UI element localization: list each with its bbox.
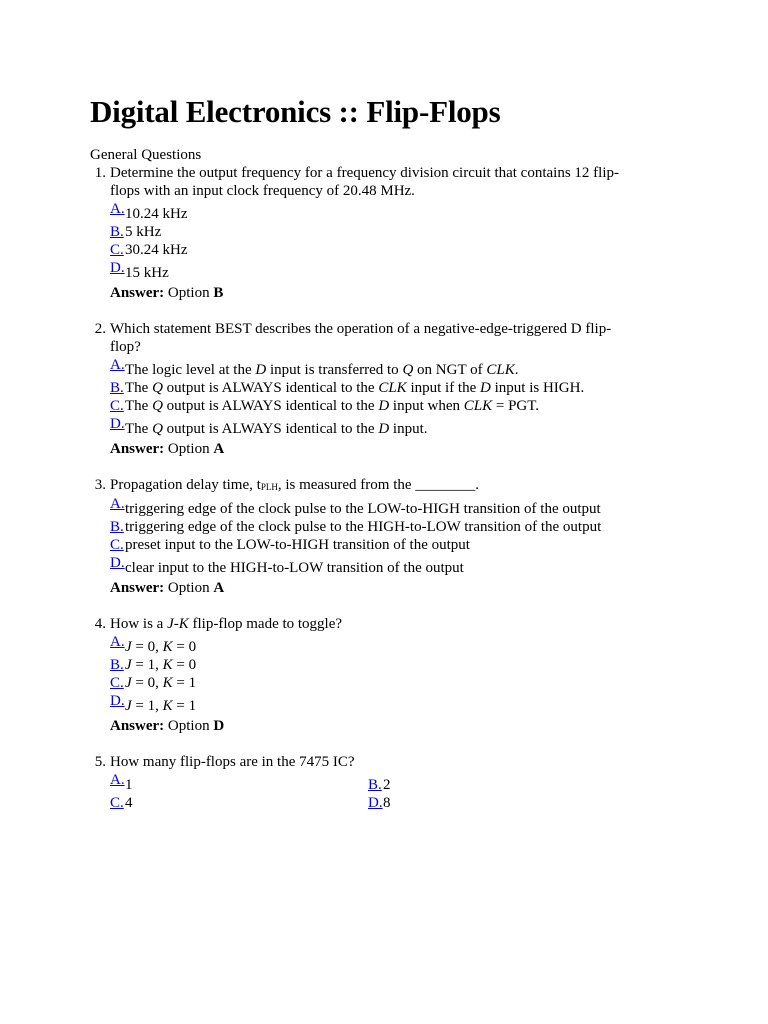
option-a-text: J = 0, K = 0 [125, 639, 197, 655]
question-text: How many flip-flops are in the 7475 IC? [110, 754, 355, 770]
option-b-link[interactable]: B. [110, 380, 124, 396]
option-a-text: 1 [125, 777, 133, 793]
option-b-text: triggering edge of the clock pulse to the HIGH-to-LOW transition of the output [125, 519, 602, 535]
option-row-d [110, 415, 584, 438]
question-number: 4. [94, 616, 106, 632]
option-grid-row-2 [110, 794, 608, 812]
option-b-link[interactable]: B. [110, 657, 124, 673]
question-3 [90, 476, 630, 597]
option-row-c [110, 536, 601, 554]
question-text: Determine the output frequency for a frequency division circuit that contains 12 flip-flops with an input clock frequency of 20.48 MHz. [110, 165, 619, 199]
question-text: Which statement BEST describes the operation of a negative-edge-triggered D flip-flop? [110, 321, 612, 355]
page [90, 92, 630, 830]
option-row-b [110, 223, 188, 241]
option-d-link[interactable]: D. [110, 693, 125, 709]
option-row-c [110, 674, 196, 692]
answer-line [110, 717, 630, 735]
option-c-text: J = 0, K = 1 [125, 675, 197, 691]
option-c-text: 30.24 kHz [125, 242, 188, 258]
option-c-link[interactable]: C. [110, 398, 124, 414]
option-row-b [110, 518, 601, 536]
question-1 [90, 164, 630, 302]
question-number: 5. [94, 754, 106, 770]
option-c-text: 4 [125, 795, 133, 811]
option-a-link[interactable]: A. [110, 634, 125, 650]
options-grid [110, 771, 608, 812]
option-b-link[interactable]: B. [368, 777, 382, 793]
question-number: 3. [94, 477, 106, 493]
option-b-link[interactable]: B. [110, 224, 124, 240]
option-d-link[interactable]: D. [368, 795, 383, 811]
option-d-link[interactable]: D. [110, 416, 125, 432]
option-c-link[interactable]: C. [110, 675, 124, 691]
answer-prefix: Option [167, 285, 210, 301]
question-2 [90, 320, 630, 458]
question-list [90, 164, 630, 812]
options-table [110, 495, 601, 577]
option-a-link[interactable]: A. [110, 357, 125, 373]
answer-label: Answer: [110, 285, 165, 301]
option-b-text: 2 [383, 777, 391, 793]
option-d-text: 15 kHz [125, 265, 169, 281]
option-a-text: 10.24 kHz [125, 206, 188, 222]
option-row-d [110, 692, 196, 715]
option-d-text: The Q output is ALWAYS identical to the D input. [125, 421, 428, 437]
option-d-text: 8 [383, 795, 391, 811]
answer-line [110, 579, 630, 597]
question-text: Propagation delay time, $t_{PLH}$, is measured from the ________. [110, 477, 480, 493]
option-row-d [110, 554, 601, 577]
section-heading: General Questions [90, 147, 202, 163]
answer-prefix: Option [167, 718, 210, 734]
question-4 [90, 615, 630, 735]
option-c-text: preset input to the LOW-to-HIGH transition of the output [125, 537, 470, 553]
option-c-link[interactable]: C. [110, 795, 124, 811]
page-title: Digital Electronics :: Flip-Flops [90, 94, 501, 129]
option-d-link[interactable]: D. [110, 555, 125, 571]
answer-value: A [213, 441, 225, 457]
answer-label: Answer: [110, 580, 165, 596]
option-b-text: J = 1, K = 0 [125, 657, 197, 673]
option-c-text: The Q output is ALWAYS identical to the D input when CLK = PGT. [125, 398, 540, 414]
option-row-b [110, 379, 584, 397]
option-a-text: triggering edge of the clock pulse to the LOW-to-HIGH transition of the output [125, 501, 601, 517]
option-row-a [110, 356, 584, 379]
option-row-d [110, 259, 188, 282]
options-table [110, 633, 196, 715]
answer-value: B [213, 285, 224, 301]
option-row-c [110, 397, 584, 415]
option-b-text: The Q output is ALWAYS identical to the CLK input if the D input is HIGH. [125, 380, 585, 396]
option-row-a [110, 633, 196, 656]
answer-label: Answer: [110, 718, 165, 734]
option-c-link[interactable]: C. [110, 242, 124, 258]
options-table [110, 200, 188, 282]
option-a-link[interactable]: A. [110, 772, 125, 788]
option-d-text: J = 1, K = 1 [125, 698, 197, 714]
question-number: 2. [94, 321, 106, 337]
option-b-text: 5 kHz [125, 224, 162, 240]
answer-value: A [213, 580, 225, 596]
option-row-a [110, 200, 188, 223]
option-b-link[interactable]: B. [110, 519, 124, 535]
option-row-c [110, 241, 188, 259]
option-c-link[interactable]: C. [110, 537, 124, 553]
answer-prefix: Option [167, 580, 210, 596]
option-d-text: clear input to the HIGH-to-LOW transition of the output [125, 560, 464, 576]
answer-value: D [213, 718, 225, 734]
answer-line [110, 440, 630, 458]
option-a-text: The logic level at the D input is transferred to Q on NGT of CLK. [125, 362, 519, 378]
option-d-link[interactable]: D. [110, 260, 125, 276]
option-row-a [110, 495, 601, 518]
question-5 [90, 753, 630, 812]
answer-label: Answer: [110, 441, 165, 457]
question-number: 1. [94, 165, 106, 181]
option-a-link[interactable]: A. [110, 201, 125, 217]
option-grid-row-1 [110, 771, 608, 794]
question-text: How is a J-K flip-flop made to toggle? [110, 616, 343, 632]
options-table [110, 356, 584, 438]
answer-prefix: Option [167, 441, 210, 457]
option-row-b [110, 656, 196, 674]
answer-line [110, 284, 630, 302]
option-a-link[interactable]: A. [110, 496, 125, 512]
